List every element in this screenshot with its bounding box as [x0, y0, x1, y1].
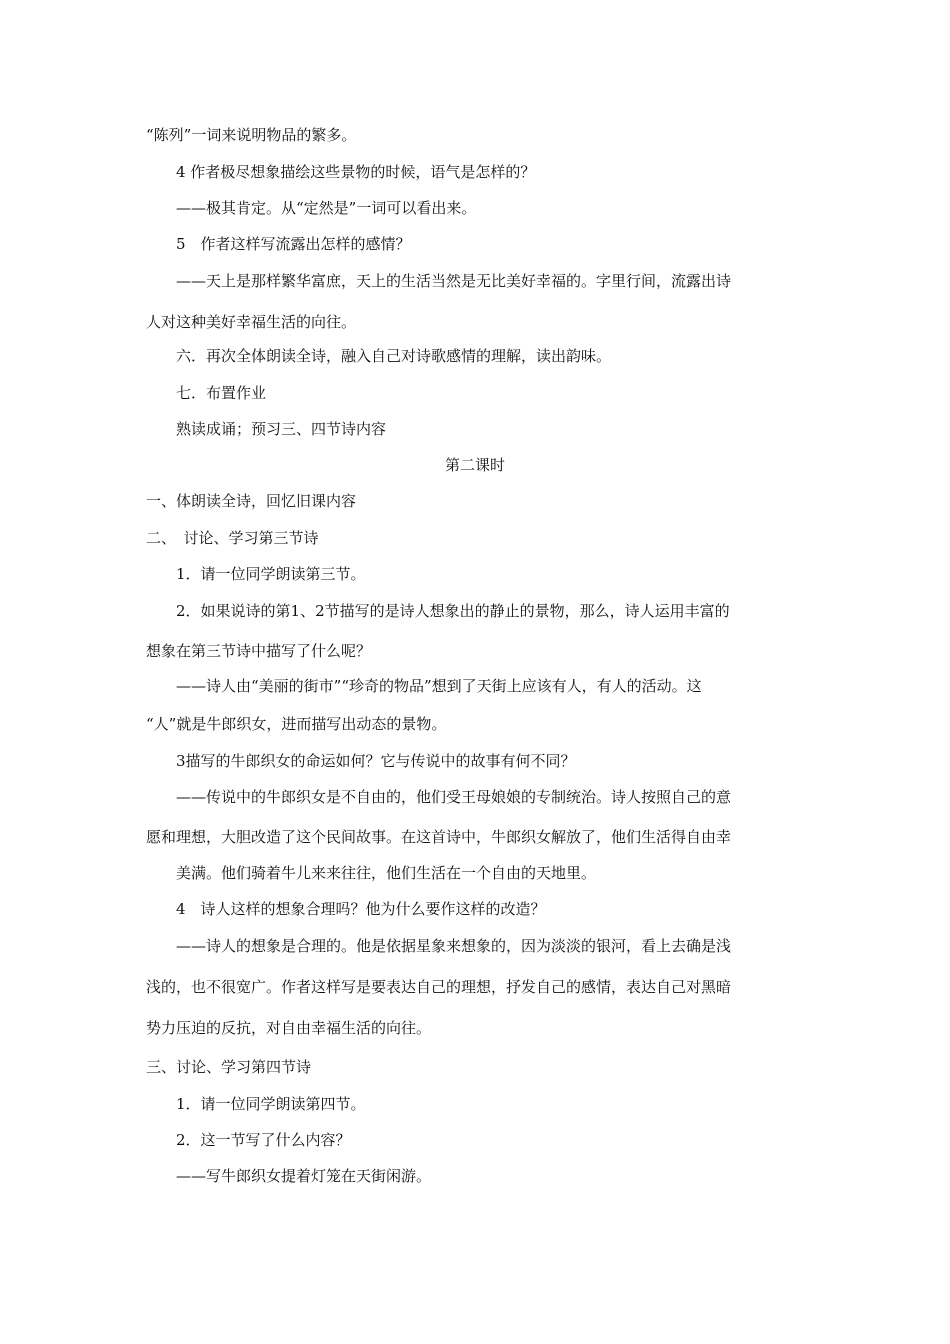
text-line: 势力压迫的反抗，对自由幸福生活的向往。 [146, 1019, 432, 1037]
item-1: 1．请一位同学朗读第四节。 [176, 1095, 366, 1113]
item-1: 1．请一位同学朗读第三节。 [176, 565, 366, 583]
text-line: “陈列”一词来说明物品的繁多。 [146, 126, 357, 144]
answer-line: ——传说中的牛郎织女是不自由的，他们受王母娘娘的专制统治。诗人按照自己的意 [176, 788, 732, 806]
text-line: “人”就是牛郎织女，进而描写出动态的景物。 [146, 715, 447, 733]
section-three: 三、讨论、学习第四节诗 [146, 1058, 312, 1076]
question-5: 5 作者这样写流露出怎样的感情？ [176, 235, 411, 253]
text-line: 美满。他们骑着牛儿来来往往，他们生活在一个自由的天地里。 [176, 864, 597, 882]
text-line: 人对这种美好幸福生活的向往。 [146, 313, 357, 331]
lesson-heading: 第二课时 [444, 456, 505, 474]
section-one: 一、体朗读全诗，回忆旧课内容 [146, 492, 357, 510]
answer-line: ——诗人的想象是合理的。他是依据星象来想象的，因为淡淡的银河，看上去确是浅 [176, 937, 732, 955]
item-2: 2．如果说诗的第1、2节描写的是诗人想象出的静止的景物，那么，诗人运用丰富的 [176, 602, 730, 620]
text-line: 浅的，也不很宽广。作者这样写是要表达自己的理想，抒发自己的感情，表达自己对黑暗 [146, 978, 732, 996]
item-4: 4 诗人这样的想象合理吗？他为什么要作这样的改造？ [176, 900, 546, 918]
item-2: 2．这一节写了什么内容？ [176, 1131, 351, 1149]
question-4: 4 作者极尽想象描绘这些景物的时候，语气是怎样的？ [176, 163, 536, 181]
text-line: 愿和理想，大胆改造了这个民间故事。在这首诗中，牛郎织女解放了，他们生活得自由幸 [146, 828, 732, 846]
answer-line: ——写牛郎织女提着灯笼在天街闲游。 [176, 1167, 432, 1185]
answer-line: ——诗人由“美丽的街市”“珍奇的物品”想到了天街上应该有人，有人的活动。这 [176, 677, 702, 695]
section-seven: 七．布置作业 [176, 384, 267, 402]
answer-line: ——极其肯定。从“定然是”一词可以看出来。 [176, 199, 477, 217]
item-3: 3描写的牛郎织女的命运如何？它与传说中的故事有何不同？ [176, 752, 576, 770]
answer-line: ——天上是那样繁华富庶，天上的生活当然是无比美好幸福的。字里行间，流露出诗 [176, 272, 732, 290]
section-two: 二、 讨论、学习第三节诗 [146, 529, 319, 547]
homework-line: 熟读成诵；预习三、四节诗内容 [176, 420, 387, 438]
text-line: 想象在第三节诗中描写了什么呢？ [146, 642, 372, 660]
section-six: 六．再次全体朗读全诗，融入自己对诗歌感情的理解，读出韵味。 [176, 347, 612, 365]
